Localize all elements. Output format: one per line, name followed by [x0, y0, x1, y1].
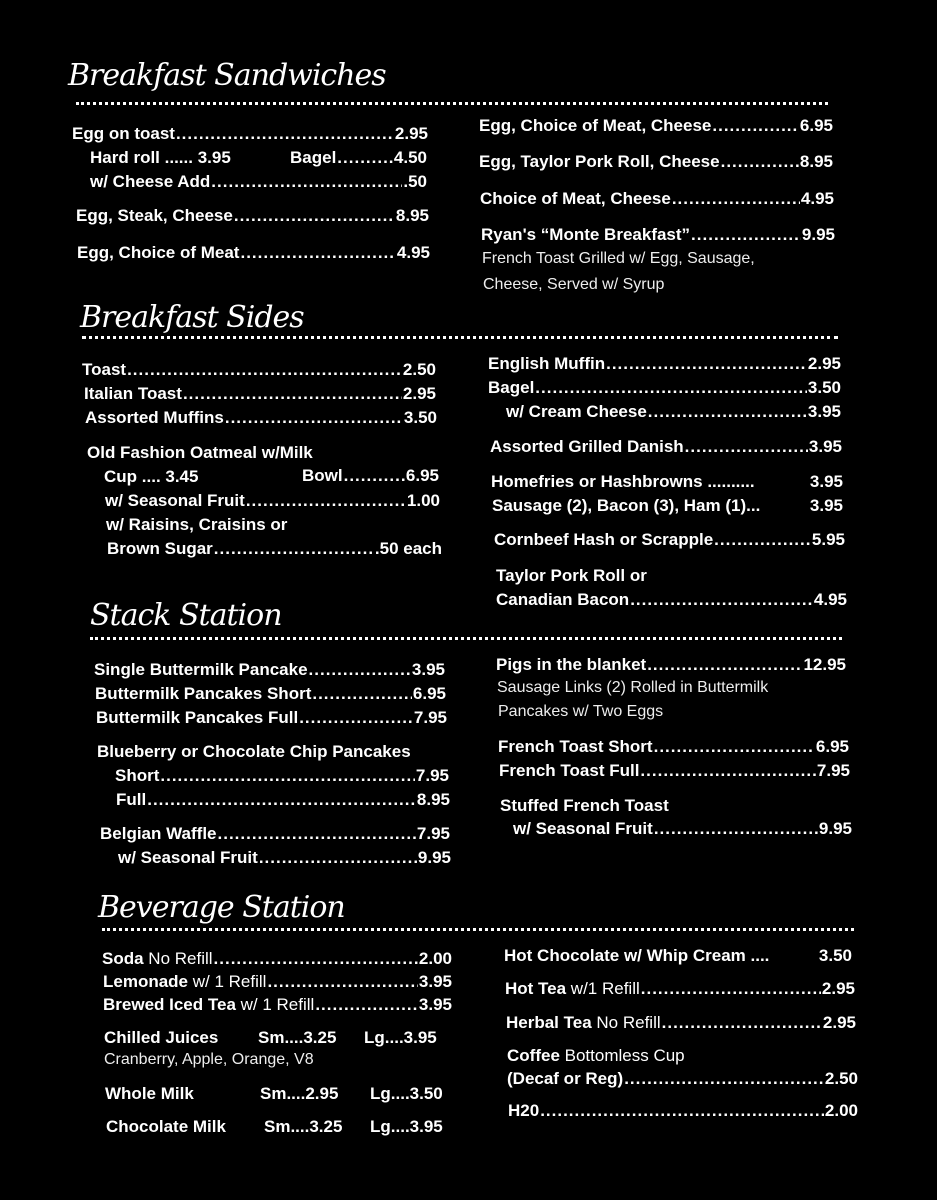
menu-item-belgian-waffle: Belgian Waffle ..... 7.95	[100, 824, 450, 844]
menu-item-stuffed-fruit: w/ Seasonal Fruit ..... 9.95	[513, 819, 852, 839]
menu-item-meat-cheese: Choice of Meat, Cheese ..... 4.95	[480, 189, 834, 209]
milk-small-price: Sm....2.95	[260, 1084, 339, 1103]
menu-item-waffle-fruit: w/ Seasonal Fruit ..... 9.95	[118, 848, 451, 868]
menu-item-oatmeal-bowl: Bowl ..... 6.95	[302, 466, 439, 486]
menu-item-blueberry-chocolate: Blueberry or Chocolate Chip Pancakes	[97, 742, 411, 761]
item-description: Pancakes w/ Two Eggs	[498, 703, 664, 720]
chocolate-milk-large-price: Lg....3.95	[370, 1117, 443, 1136]
menu-item-egg-on-toast: Egg on toast ..... 2.95	[72, 124, 428, 144]
dotted-divider	[90, 637, 842, 640]
menu-item-stuffed-french-toast: Stuffed French Toast	[500, 796, 669, 815]
section-title-sides: Breakfast Sides	[80, 300, 304, 335]
menu-item-taylor-pork-roll: Egg, Taylor Pork Roll, Cheese ..... 8.95	[479, 152, 833, 172]
dotted-divider	[76, 102, 828, 105]
menu-item-single-pancake: Single Buttermilk Pancake ..... 3.95	[94, 660, 445, 680]
menu-item-decaf-or-reg: (Decaf or Reg) ..... 2.50	[507, 1069, 858, 1089]
menu-item-pancakes-short: Buttermilk Pancakes Short ..... 6.95	[95, 684, 446, 704]
menu-item-seasonal-fruit: w/ Seasonal Fruit ..... 1.00	[105, 491, 440, 511]
item-description: French Toast Grilled w/ Egg, Sausage,	[482, 250, 755, 267]
menu-item-bagel-sandwich: Bagel ..... 4.50	[290, 148, 427, 168]
dotted-divider	[102, 928, 854, 931]
milk-large-price: Lg....3.50	[370, 1084, 443, 1103]
section-title-sandwiches: Breakfast Sandwiches	[68, 58, 386, 93]
menu-item-h2o: H20 ..... 2.00	[508, 1101, 858, 1121]
menu-item-blueberry-full: Full ..... 8.95	[116, 790, 450, 810]
menu-item-brown-sugar: Brown Sugar ..... .50 each	[107, 539, 442, 559]
menu-item-canadian-bacon: Canadian Bacon ..... 4.95	[496, 590, 847, 610]
menu-item-french-toast-short: French Toast Short ..... 6.95	[498, 737, 849, 757]
menu-item-egg-meat-cheese: Egg, Choice of Meat, Cheese ..... 6.95	[479, 116, 833, 136]
menu-item-grilled-danish: Assorted Grilled Danish ..... 3.95	[490, 437, 842, 457]
menu-item-bagel-side: Bagel ..... 3.50	[488, 378, 841, 398]
menu-item-chocolate-milk: Chocolate Milk	[106, 1117, 226, 1136]
menu-item-hot-chocolate: Hot Chocolate w/ Whip Cream .... 3.50	[504, 946, 852, 965]
menu-item-pancakes-full: Buttermilk Pancakes Full ..... 7.95	[96, 708, 447, 728]
section-title-stack: Stack Station	[90, 598, 282, 633]
section-title-beverage: Beverage Station	[98, 890, 345, 925]
menu-item-english-muffin: English Muffin ..... 2.95	[488, 354, 841, 374]
menu-item-whole-milk: Whole Milk	[105, 1084, 194, 1103]
menu-item-hot-tea: Hot Tea w/1 Refill ..... 2.95	[505, 979, 855, 999]
item-description: Cheese, Served w/ Syrup	[483, 276, 665, 293]
menu-item-brewed-iced-tea: Brewed Iced Tea w/ 1 Refill ..... 3.95	[103, 995, 452, 1015]
menu-item-french-toast-full: French Toast Full ..... 7.95	[499, 761, 850, 781]
chocolate-milk-small-price: Sm....3.25	[264, 1117, 343, 1136]
menu-item-sausage-bacon-ham: Sausage (2), Bacon (3), Ham (1)... 3.95	[492, 496, 843, 515]
menu-item-oatmeal: Old Fashion Oatmeal w/Milk	[87, 443, 313, 462]
menu-item-cream-cheese: w/ Cream Cheese ..... 3.95	[506, 402, 841, 422]
menu-item-toast: Toast ..... 2.50	[82, 360, 436, 380]
menu-item-cornbeef-hash: Cornbeef Hash or Scrapple ..... 5.95	[494, 530, 845, 550]
item-description: Cranberry, Apple, Orange, V8	[104, 1051, 314, 1068]
menu-item-italian-toast: Italian Toast ..... 2.95	[84, 384, 436, 404]
menu-item-oatmeal-cup: Cup .... 3.45	[104, 467, 199, 486]
menu-item-coffee: Coffee Bottomless Cup	[507, 1046, 685, 1065]
menu-item-pigs-in-blanket: Pigs in the blanket ..... 12.95	[496, 655, 846, 675]
menu-item-egg-choice-of-meat: Egg, Choice of Meat ..... 4.95	[77, 243, 430, 263]
menu-item-homefries: Homefries or Hashbrowns .......... 3.95	[491, 472, 843, 491]
menu-item-taylor-pork-roll-side: Taylor Pork Roll or	[496, 566, 647, 585]
menu-item-monte-breakfast: Ryan's “Monte Breakfast” ..... 9.95	[481, 225, 835, 245]
menu-item-cheese-add: w/ Cheese Add ..... .50	[90, 172, 427, 192]
menu-item-assorted-muffins: Assorted Muffins ..... 3.50	[85, 408, 437, 428]
menu-item-hard-roll: Hard roll ...... 3.95	[90, 148, 231, 167]
juice-small-price: Sm....3.25	[258, 1028, 337, 1047]
menu-item-lemonade: Lemonade w/ 1 Refill ..... 3.95	[103, 972, 452, 992]
menu-item-herbal-tea: Herbal Tea No Refill ..... 2.95	[506, 1013, 856, 1033]
menu-item-chilled-juices: Chilled Juices	[104, 1028, 219, 1047]
item-description: Sausage Links (2) Rolled in Buttermilk	[497, 679, 769, 696]
menu-item-egg-steak-cheese: Egg, Steak, Cheese ..... 8.95	[76, 206, 429, 226]
menu-item-raisins: w/ Raisins, Craisins or	[106, 515, 288, 534]
dotted-divider	[82, 336, 838, 339]
menu-item-blueberry-short: Short ..... 7.95	[115, 766, 449, 786]
juice-large-price: Lg....3.95	[364, 1028, 437, 1047]
menu-item-soda: Soda No Refill ..... 2.00	[102, 949, 452, 969]
